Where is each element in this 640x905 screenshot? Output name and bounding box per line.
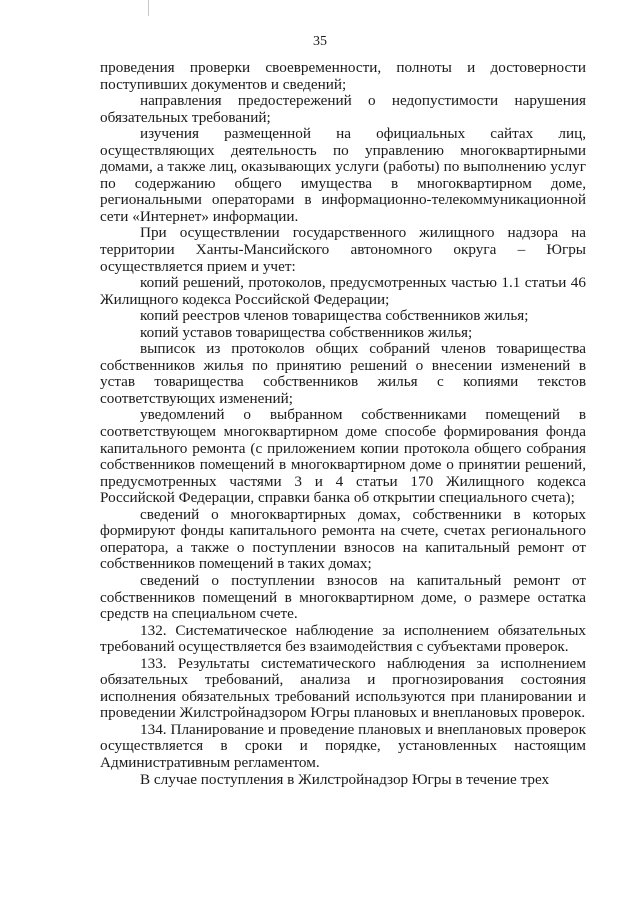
scan-artifact xyxy=(148,0,149,16)
paragraph: В случае поступления в Жилстройнадзор Югры в течение трех xyxy=(140,770,550,788)
paragraph: выписок из протоколов общих собраний членов товарищества собственников жилья по принятию решений о внесении изменений в устав товарищества собственников жилья с копиями текстов соответствующих изменений; xyxy=(100,340,586,407)
paragraph: копий уставов товарищества собственников жилья; xyxy=(140,323,473,341)
paragraph: сведений о многоквартирных домах, собственники в которых формируют фонды капитального ремонта на счете, счетах регионального оператора, а также о поступлении взносов на капитальный ремонт от собственников помещений в таких домах; xyxy=(100,505,586,573)
paragraph: 132. Систематическое наблюдение за исполнением обязательных требований осуществляется без взаимодействия с субъектами проверок. xyxy=(100,621,586,656)
paragraph: уведомлений о выбранном собственниками помещений в соответствующем многоквартирном доме способе формирования фонда капитального ремонта (с приложением копии протокола общего собрания собственников помещений в многоквартирном доме о принятии решений, предусмотренных частями 3 и 4 статьи 170 Жилищного кодекса Российской Федерации, справки банка об открытии специального счета); xyxy=(100,406,586,507)
page-number: 35 xyxy=(313,34,327,49)
paragraph: 133. Результаты систематического наблюдения за исполнением обязательных требований, анализа и прогнозирования состояния исполнения обязательных требований используются при планировании и проведении Жилстройнадзором Югры плановых и внеплановых проверок. xyxy=(100,654,586,722)
paragraph: проведения проверки своевременности, полноты и достоверности поступивших документов и сведений; xyxy=(100,59,586,93)
paragraph: сведений о поступлении взносов на капитальный ремонт от собственников помещений в многоквартирном доме, о размере остатка средств на специальном счете. xyxy=(100,571,586,623)
paragraph: копий реестров членов товарищества собственников жилья; xyxy=(140,307,529,325)
paragraph: изучения размещенной на официальных сайтах лиц, осуществляющих деятельность по управлению многоквартирными домами, а также лиц, оказывающих услуги (работы) по выполнению услуг по содержанию общего имущества в многоквартирном доме, региональными операторами в информационно-телекоммуникационной сети «Интернет» информации. xyxy=(100,125,586,225)
document-body xyxy=(100,60,586,788)
paragraph: направления предостережений о недопустимости нарушения обязательных требований; xyxy=(100,92,586,126)
paragraph: При осуществлении государственного жилищного надзора на территории Ханты-Мансийского автономного округа – Югры осуществляется прием и учет: xyxy=(100,224,586,275)
paragraph: копий решений, протоколов, предусмотренных частью 1.1 статьи 46 Жилищного кодекса Российской Федерации; xyxy=(100,274,586,308)
paragraph: 134. Планирование и проведение плановых и внеплановых проверок осуществляется в сроки и порядке, установленных настоящим Административным регламентом. xyxy=(100,720,586,771)
